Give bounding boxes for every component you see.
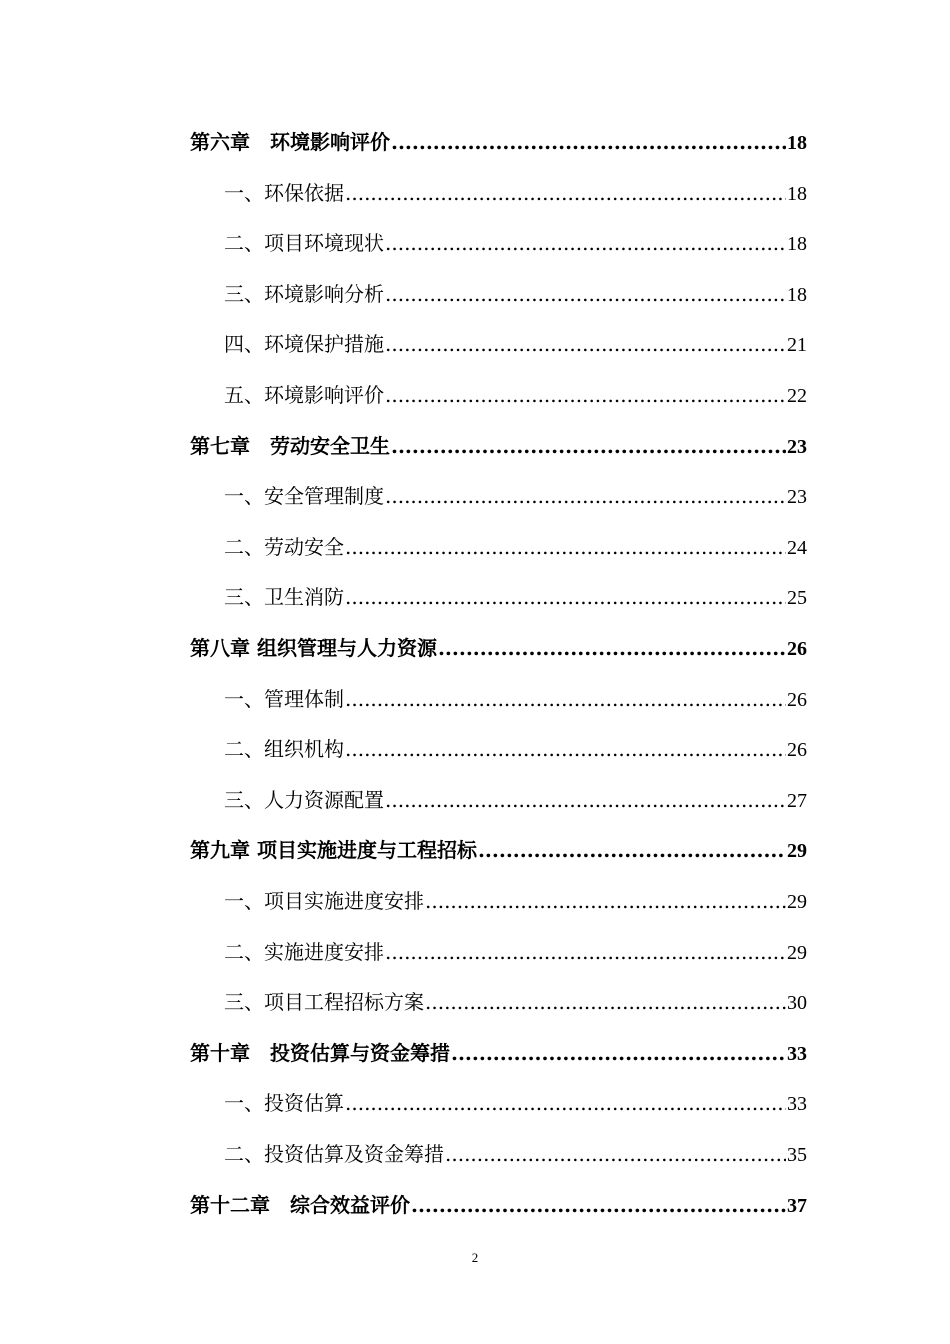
toc-dot-leader bbox=[425, 988, 786, 1016]
toc-dot-leader bbox=[425, 887, 786, 915]
toc-entry-title: 二、劳动安全 bbox=[224, 534, 344, 559]
toc-dot-leader bbox=[345, 179, 786, 207]
toc-entry-title: 三、卫生消防 bbox=[224, 585, 344, 610]
toc-entry[interactable] bbox=[224, 381, 807, 409]
toc-entry[interactable] bbox=[224, 938, 807, 966]
toc-entry-title: 三、人力资源配置 bbox=[224, 787, 384, 812]
toc-entry-page: 24 bbox=[787, 536, 807, 559]
toc-dot-leader bbox=[451, 1039, 786, 1067]
toc-entry-page: 33 bbox=[787, 1093, 807, 1116]
toc-entry[interactable] bbox=[190, 634, 807, 662]
page-number: 2 bbox=[471, 1250, 479, 1265]
toc-entry[interactable] bbox=[224, 786, 807, 814]
toc-dot-leader bbox=[345, 533, 786, 561]
toc-entry-page: 26 bbox=[787, 739, 807, 762]
toc-entry[interactable] bbox=[190, 128, 807, 156]
toc-entry-page: 29 bbox=[787, 891, 807, 913]
toc-entry-page: 25 bbox=[787, 587, 807, 610]
toc-entry-page: 18 bbox=[787, 132, 807, 154]
toc-entry-page: 18 bbox=[787, 283, 807, 306]
toc-entry[interactable] bbox=[224, 887, 807, 915]
toc-entry-title: 二、组织机构 bbox=[224, 737, 344, 762]
toc-entry-page: 23 bbox=[787, 486, 807, 509]
toc-entry[interactable] bbox=[224, 1140, 807, 1168]
toc-entry-page: 21 bbox=[787, 334, 807, 357]
toc-entry-title: 二、项目环境现状 bbox=[224, 231, 384, 256]
toc-entry[interactable] bbox=[224, 533, 807, 561]
toc-entry-title: 二、实施进度安排 bbox=[224, 939, 384, 964]
toc-entry[interactable] bbox=[224, 229, 807, 257]
toc-dot-leader bbox=[445, 1140, 786, 1168]
toc-dot-leader bbox=[438, 634, 786, 662]
toc-entry-page: 22 bbox=[787, 385, 807, 407]
toc-entry[interactable] bbox=[224, 1089, 807, 1117]
toc-dot-leader bbox=[385, 482, 786, 510]
toc-entry-page: 37 bbox=[787, 1194, 807, 1217]
toc-entry[interactable] bbox=[224, 583, 807, 611]
toc-entry[interactable] bbox=[224, 482, 807, 510]
toc-entry-title: 五、环境影响评价 bbox=[224, 383, 384, 407]
toc-entry-page: 23 bbox=[787, 435, 807, 458]
toc-entry-title: 一、环保依据 bbox=[224, 180, 344, 205]
toc-entry-title: 第六章 环境影响评价 bbox=[190, 130, 390, 154]
toc-entry-title: 第九章 项目实施进度与工程招标 bbox=[190, 838, 477, 863]
toc-entry[interactable] bbox=[190, 432, 807, 460]
toc-entry-title: 二、投资估算及资金筹措 bbox=[224, 1142, 444, 1166]
toc-dot-leader bbox=[391, 432, 786, 460]
toc-entry-page: 33 bbox=[787, 1042, 807, 1065]
toc-dot-leader bbox=[391, 128, 786, 156]
toc-entry-title: 一、管理体制 bbox=[224, 686, 344, 711]
toc-dot-leader bbox=[385, 381, 786, 409]
toc-entry[interactable] bbox=[190, 836, 807, 864]
toc-entry[interactable] bbox=[190, 1191, 807, 1219]
toc-dot-leader bbox=[385, 786, 786, 814]
toc-entry-page: 18 bbox=[787, 233, 807, 256]
toc-entry-page: 29 bbox=[787, 941, 807, 964]
toc-entry-title: 四、环境保护措施 bbox=[224, 332, 384, 357]
toc-dot-leader bbox=[411, 1191, 786, 1219]
toc-entry-page: 26 bbox=[787, 638, 807, 660]
toc-entry-title: 第十章 投资估算与资金筹措 bbox=[190, 1040, 450, 1065]
toc-dot-leader bbox=[345, 1089, 786, 1117]
toc-entry-title: 一、投资估算 bbox=[224, 1091, 344, 1116]
toc-entry[interactable] bbox=[224, 988, 807, 1016]
toc-entry[interactable] bbox=[190, 1039, 807, 1067]
toc-entry-page: 35 bbox=[787, 1144, 807, 1166]
toc-entry-title: 第十二章 综合效益评价 bbox=[190, 1192, 410, 1217]
toc-entry[interactable] bbox=[224, 685, 807, 713]
toc-entry-page: 30 bbox=[787, 992, 807, 1015]
toc-entry-title: 第八章 组织管理与人力资源 bbox=[190, 636, 437, 660]
toc-dot-leader bbox=[385, 280, 786, 308]
toc-entry-page: 27 bbox=[787, 789, 807, 812]
toc-entry-page: 26 bbox=[787, 688, 807, 711]
toc-dot-leader bbox=[478, 836, 786, 864]
toc-entry[interactable] bbox=[224, 330, 807, 358]
toc-dot-leader bbox=[345, 735, 786, 763]
toc-entry-page: 18 bbox=[787, 182, 807, 205]
toc-entry-title: 第七章 劳动安全卫生 bbox=[190, 433, 390, 458]
toc-dot-leader bbox=[345, 583, 786, 611]
toc-entry[interactable] bbox=[224, 179, 807, 207]
toc-entry-page: 29 bbox=[787, 840, 807, 863]
toc-entry-title: 三、环境影响分析 bbox=[224, 281, 384, 306]
toc-entry[interactable] bbox=[224, 280, 807, 308]
toc-entry-title: 三、项目工程招标方案 bbox=[224, 990, 424, 1015]
toc-dot-leader bbox=[385, 229, 786, 257]
toc-entry[interactable] bbox=[224, 735, 807, 763]
toc-dot-leader bbox=[385, 938, 786, 966]
toc-dot-leader bbox=[385, 330, 786, 358]
toc-entry-title: 一、安全管理制度 bbox=[224, 484, 384, 509]
toc-entry-title: 一、项目实施进度安排 bbox=[224, 889, 424, 913]
toc-dot-leader bbox=[345, 685, 786, 713]
